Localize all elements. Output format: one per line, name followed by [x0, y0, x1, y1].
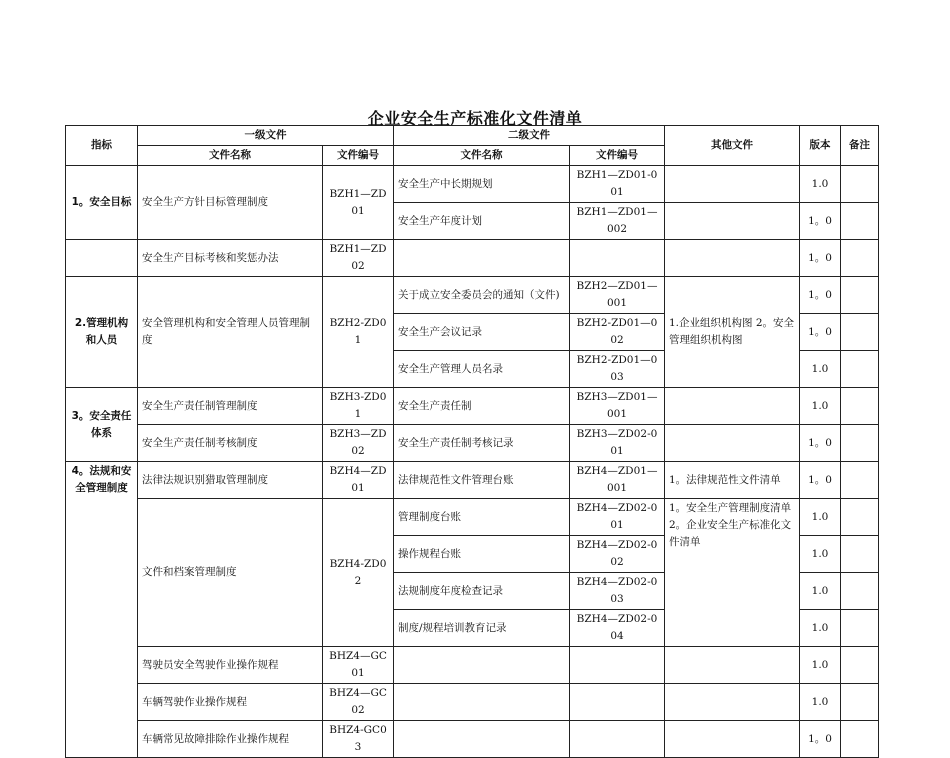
other-cell: [665, 240, 800, 277]
remark-cell: [841, 573, 879, 610]
l2-name-cell: 安全生产中长期规划: [394, 166, 570, 203]
l1-name-cell: 车辆常见故障排除作业操作规程: [138, 721, 323, 758]
l1-name-cell: 安全生产责任制管理制度: [138, 388, 323, 425]
table-row: [66, 166, 879, 203]
l2-number-cell: BZH4—ZD02-001: [570, 499, 665, 536]
other-cell: [665, 203, 800, 240]
version-cell: 1.0: [800, 166, 841, 203]
l2-number-cell: BZH2-ZD01—003: [570, 351, 665, 388]
version-cell: 1。0: [800, 462, 841, 499]
remark-cell: [841, 462, 879, 499]
l1-name-cell: 驾驶员安全驾驶作业操作规程: [138, 647, 323, 684]
version-cell: 1.0: [800, 610, 841, 647]
other-cell: [665, 425, 800, 462]
l1-name-cell: 安全生产责任制考核制度: [138, 425, 323, 462]
l2-number-cell: BZH3—ZD02-001: [570, 425, 665, 462]
l2-name-cell: [394, 721, 570, 758]
version-cell: 1.0: [800, 573, 841, 610]
version-cell: 1.0: [800, 388, 841, 425]
l1-name-cell: 法律法规识别猎取管理制度: [138, 462, 323, 499]
header-remark: 备注: [841, 126, 879, 166]
remark-cell: [841, 203, 879, 240]
l2-name-cell: [394, 240, 570, 277]
header-l1-name: 文件名称: [138, 146, 323, 166]
version-cell: 1。0: [800, 425, 841, 462]
remark-cell: [841, 610, 879, 647]
table-row: [66, 721, 879, 758]
l2-name-cell: 安全生产管理人员名录: [394, 351, 570, 388]
l2-number-cell: [570, 684, 665, 721]
file-list-table: [65, 125, 879, 758]
version-cell: 1.0: [800, 684, 841, 721]
version-cell: 1.0: [800, 351, 841, 388]
l1-number-cell: BZH1—ZD02: [323, 240, 394, 277]
l1-number-cell: BZH3-ZD01: [323, 388, 394, 425]
version-cell: 1.0: [800, 536, 841, 573]
table-row: [66, 462, 879, 499]
other-cell: [665, 166, 800, 203]
header-row-1: [66, 126, 879, 146]
remark-cell: [841, 684, 879, 721]
l1-name-cell: 文件和档案管理制度: [138, 499, 323, 647]
table-row: [66, 499, 879, 536]
l1-number-cell: BHZ4—GC02: [323, 684, 394, 721]
l2-number-cell: [570, 647, 665, 684]
l2-name-cell: 法律规范性文件管理台账: [394, 462, 570, 499]
l1-number-cell: BZH2-ZD01: [323, 277, 394, 388]
remark-cell: [841, 240, 879, 277]
version-cell: 1。0: [800, 721, 841, 758]
header-l2-name: 文件名称: [394, 146, 570, 166]
other-cell: 1.企业组织机构图 2。安全管理组织机构图: [665, 277, 800, 388]
l1-name-cell: 安全生产方针目标管理制度: [138, 166, 323, 240]
l2-name-cell: 操作规程台账: [394, 536, 570, 573]
version-cell: 1。0: [800, 240, 841, 277]
remark-cell: [841, 388, 879, 425]
table-row: [66, 277, 879, 314]
version-cell: 1。0: [800, 314, 841, 351]
l2-name-cell: 关于成立安全委员会的通知（文件): [394, 277, 570, 314]
header-other: 其他文件: [665, 126, 800, 166]
l1-number-cell: BHZ4—GC01: [323, 647, 394, 684]
remark-cell: [841, 647, 879, 684]
version-cell: 1。0: [800, 277, 841, 314]
indicator-cell: 3。安全责任体系: [66, 388, 138, 462]
remark-cell: [841, 277, 879, 314]
indicator-cell: 1。安全目标: [66, 166, 138, 240]
version-cell: 1.0: [800, 647, 841, 684]
l2-name-cell: 制度/规程培训教育记录: [394, 610, 570, 647]
other-cell: [665, 684, 800, 721]
l1-number-cell: BZH3—ZD02: [323, 425, 394, 462]
l2-number-cell: BZH2—ZD01—001: [570, 277, 665, 314]
header-indicator: 指标: [66, 126, 138, 166]
other-cell: 1。法律规范性文件清单: [665, 462, 800, 499]
remark-cell: [841, 314, 879, 351]
other-cell: 1。安全生产管理制度清单 2。企业安全生产标准化文件清单: [665, 499, 800, 647]
l2-number-cell: BZH4—ZD02-004: [570, 610, 665, 647]
document-title: 企业安全生产标准化文件清单: [367, 109, 583, 128]
remark-cell: [841, 499, 879, 536]
l2-number-cell: BZH2-ZD01—002: [570, 314, 665, 351]
l1-number-cell: BZH1—ZD01: [323, 166, 394, 240]
l2-number-cell: BZH1—ZD01—002: [570, 203, 665, 240]
l2-name-cell: 安全生产会议记录: [394, 314, 570, 351]
indicator-cell: [66, 240, 138, 277]
l2-name-cell: 安全生产年度计划: [394, 203, 570, 240]
header-version: 版本: [800, 126, 841, 166]
remark-cell: [841, 425, 879, 462]
table-row: [66, 240, 879, 277]
l1-number-cell: BZH4-ZD02: [323, 499, 394, 647]
table-row: [66, 425, 879, 462]
remark-cell: [841, 351, 879, 388]
table-row: [66, 647, 879, 684]
l1-number-cell: BHZ4-GC03: [323, 721, 394, 758]
header-level2: 二级文件: [394, 126, 665, 146]
l2-name-cell: 安全生产责任制: [394, 388, 570, 425]
l1-name-cell: 车辆驾驶作业操作规程: [138, 684, 323, 721]
remark-cell: [841, 166, 879, 203]
table-row: [66, 684, 879, 721]
version-cell: 1.0: [800, 499, 841, 536]
l2-number-cell: [570, 240, 665, 277]
l2-number-cell: BZH3—ZD01—001: [570, 388, 665, 425]
header-l1-number: 文件编号: [323, 146, 394, 166]
l2-name-cell: 安全生产责任制考核记录: [394, 425, 570, 462]
version-cell: 1。0: [800, 203, 841, 240]
l1-number-cell: BZH4—ZD01: [323, 462, 394, 499]
l2-name-cell: [394, 684, 570, 721]
other-cell: [665, 388, 800, 425]
indicator-cell: 4。法规和安全管理制度: [66, 462, 138, 758]
header-l2-number: 文件编号: [570, 146, 665, 166]
l2-number-cell: BZH1—ZD01-001: [570, 166, 665, 203]
l2-number-cell: BZH4—ZD01—001: [570, 462, 665, 499]
remark-cell: [841, 721, 879, 758]
l2-number-cell: BZH4—ZD02-003: [570, 573, 665, 610]
l2-number-cell: [570, 721, 665, 758]
l1-name-cell: 安全生产目标考核和奖惩办法: [138, 240, 323, 277]
other-cell: [665, 647, 800, 684]
remark-cell: [841, 536, 879, 573]
other-cell: [665, 721, 800, 758]
l2-name-cell: 管理制度台账: [394, 499, 570, 536]
l1-name-cell: 安全管理机构和安全管理人员管理制度: [138, 277, 323, 388]
header-level1: 一级文件: [138, 126, 394, 146]
indicator-cell: 2.管理机构和人员: [66, 277, 138, 388]
l2-name-cell: [394, 647, 570, 684]
l2-number-cell: BZH4—ZD02-002: [570, 536, 665, 573]
l2-name-cell: 法规制度年度检查记录: [394, 573, 570, 610]
table-row: [66, 388, 879, 425]
